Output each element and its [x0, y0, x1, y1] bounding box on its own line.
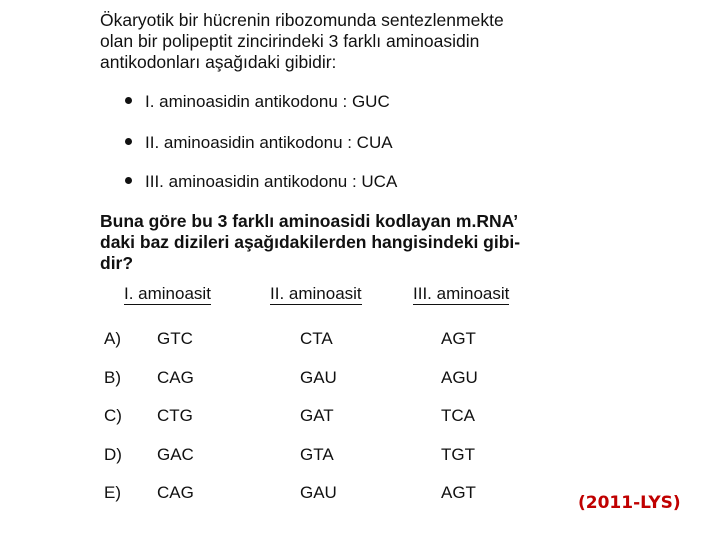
anticodon-text: I. aminoasidin antikodonu : GUC [145, 92, 390, 111]
bullet-icon [125, 138, 132, 145]
option-label: C) [104, 406, 122, 425]
answer-option-b[interactable] [0, 368, 720, 390]
answer-option-d[interactable] [0, 445, 720, 467]
bullet-icon [125, 97, 132, 104]
codon-cell: GTA [300, 445, 334, 464]
stem-line-1: Ökaryotik bir hücrenin ribozomunda sentezlenmekte [100, 10, 504, 30]
codon-cell: CAG [157, 483, 194, 502]
codon-cell: GAT [300, 406, 334, 425]
codon-cell: TGT [441, 445, 475, 464]
option-label: E) [104, 483, 121, 502]
codon-cell: AGT [441, 329, 476, 348]
codon-cell: AGT [441, 483, 476, 502]
codon-cell: CTA [300, 329, 333, 348]
option-label: A) [104, 329, 121, 348]
anticodon-item-2 [125, 133, 393, 153]
anticodon-item-3 [125, 172, 397, 192]
codon-cell: AGU [441, 368, 478, 387]
anticodon-text: III. aminoasidin antikodonu : UCA [145, 172, 398, 191]
codon-cell: TCA [441, 406, 475, 425]
prompt-line-1: Buna göre bu 3 farklı aminoasidi kodlayan m.RNA’ [100, 211, 519, 231]
anticodon-item-1 [125, 92, 390, 112]
codon-cell: GTC [157, 329, 193, 348]
codon-cell: CAG [157, 368, 194, 387]
codon-cell: CTG [157, 406, 193, 425]
bullet-icon [125, 177, 132, 184]
codon-cell: GAC [157, 445, 194, 464]
answer-option-a[interactable] [0, 329, 720, 351]
stem-line-3: antikodonları aşağıdaki gibidir: [100, 52, 337, 72]
option-label: D) [104, 445, 122, 464]
question-prompt [100, 211, 580, 274]
column-header-1: I. aminoasit [124, 284, 211, 303]
exam-source-label: (2011-LYS) [578, 493, 681, 513]
codon-cell: GAU [300, 483, 337, 502]
codon-cell: GAU [300, 368, 337, 387]
column-header-3: III. aminoasit [413, 284, 510, 303]
stem-line-2: olan bir polipeptit zincirindeki 3 farklı aminoasidin [100, 31, 480, 51]
question-stem [100, 10, 580, 73]
answer-option-c[interactable] [0, 406, 720, 428]
anticodon-text: II. aminoasidin antikodonu : CUA [145, 133, 393, 152]
option-label: B) [104, 368, 121, 387]
prompt-line-3: dir? [100, 253, 134, 273]
column-header-2: II. aminoasit [270, 284, 362, 303]
prompt-line-2: daki baz dizileri aşağıdakilerden hangisindeki gibi- [100, 232, 521, 252]
